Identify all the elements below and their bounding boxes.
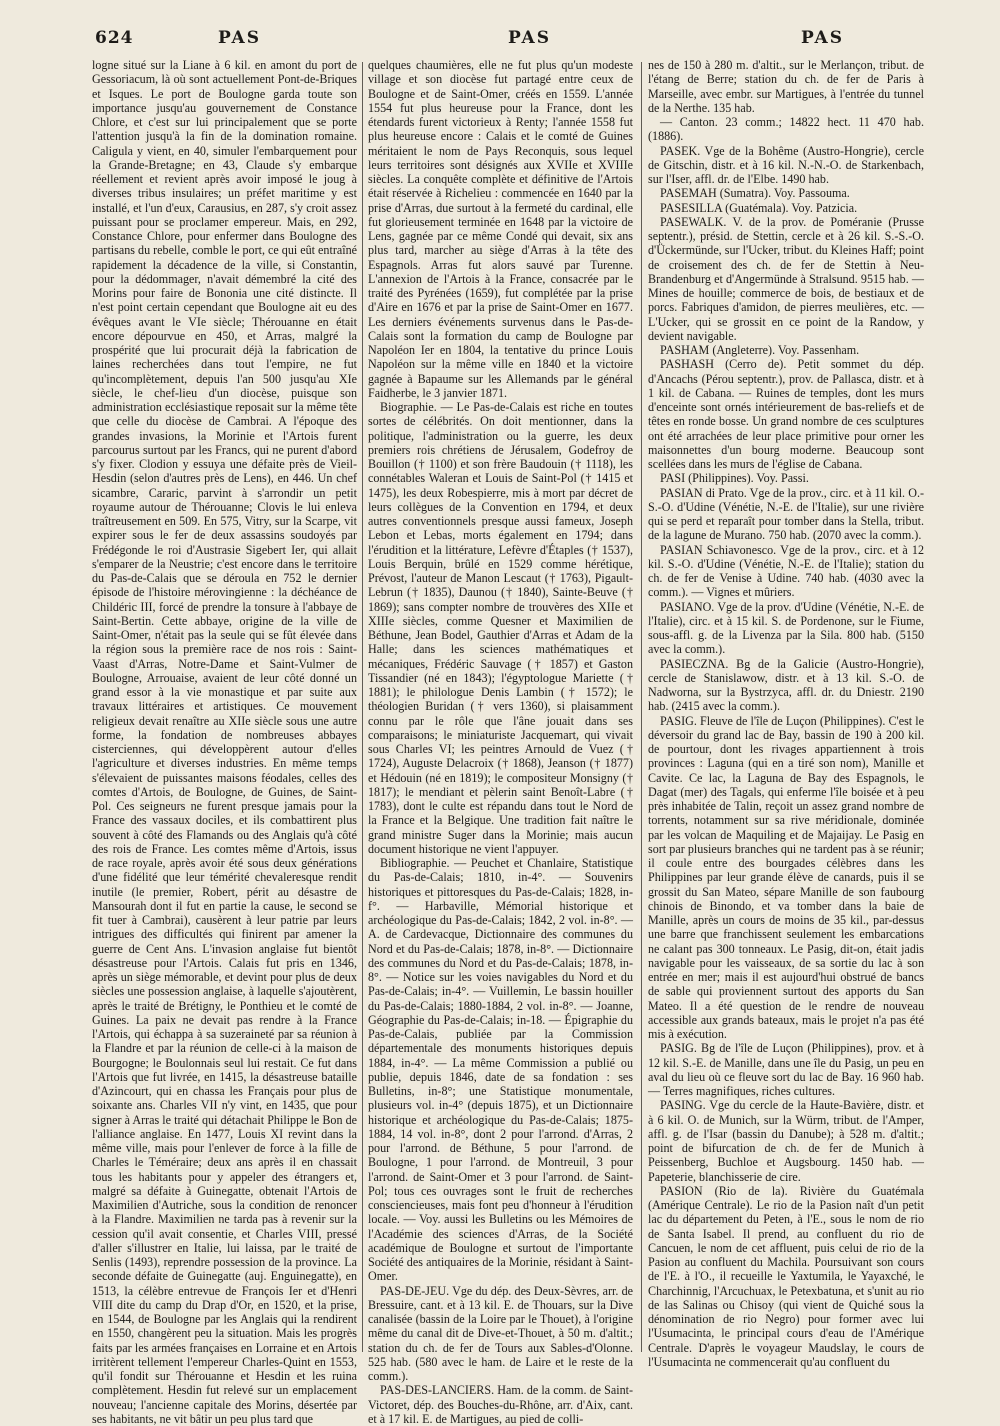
column-rule xyxy=(641,62,642,1352)
entry-pas-des-lanciers: PAS-DES-LANCIERS. Ham. de la comm. de Saint-Victoret, dép. des Bouches-du-Rhône, arr. d'Aix, cant. et à 17 kil. E. de Martigues, au pied de colli- xyxy=(368,1383,633,1426)
paragraph: quelques chaumières, elle ne fut plus qu'un modeste village et son diocèse fut partagé entre ceux de Boulogne et de Saint-Omer, créés en 1559. L'année 1554 fut plus heureuse pour la France, dont les étendards furent victorieux à Renty; l'année 1558 fut plus heureuse encore : Calais et le comté de Guines méritaient le nom de Pays Reconquis, sous lequel leurs territoires sont désignés aux XVIIe et XVIIIe siècles. La conquête complète et définitive de l'Artois était réservée à Richelieu : commencée en 1640 par la prise d'Arras, due surtout à la fermeté du cardinal, elle fut glorieusement terminée en 1648 par la victoire de Lens, gagnée par ce même Condé qui devait, six ans plus tard, marcher au siège d'Arras à la tête des Espagnols. Arras fut alors sauvé par Turenne. L'annexion de l'Artois à la France, consacrée par le traité des Pyrénées (1659), fut complétée par la prise d'Aire en 1676 et par la prise de Saint-Omer en 1677. Les derniers événements survenus dans le Pas-de-Calais sont la formation du camp de Boulogne par Napoléon Ier en 1804, la tentative du prince Louis Napoléon sur la même ville en 1840 et la victoire gagnée à Bapaume sur les Allemands par le général Faidherbe, le 3 janvier 1871. xyxy=(368,58,633,400)
entry-pasian-di-prato: PASIAN di Prato. Vge de la prov., circ. et à 11 kil. O.-S.-O. d'Udine (Vénétie, N.-E. de l'Italie), sur une rivière qui se perd et reparaît pour tomber dans la Stella, tribut. de la lagune de Murano. 750 hab. (2070 avec la comm.). xyxy=(648,485,924,543)
entry-pasig-bourg: PASIG. Bg de l'île de Luçon (Philippines), prov. et à 12 kil. S.-E. de Manille, dans une île du Pasig, un peu en aval du lieu où ce fleuve sort du lac de Bay. 16 960 hab. — Terres magnifiques, riches cultures. xyxy=(648,1041,924,1098)
entry-pashash: PASHASH (Cerro de). Petit sommet du dép. d'Ancachs (Pérou septentr.), prov. de Pallasca, distr. et à 1 kil. de Cabana. — Ruines de temples, dont les murs d'enceinte sont ornés intérieurement de bas-reliefs et de têtes en ronde bosse. Un grand nombre de ces sculptures ont été arrachées de leur place primitive pour orner les maisonnettes d'un bourg moderne. Beaucoup sont scellées dans les murs de l'église de Cabana. xyxy=(648,357,924,471)
text-column-3 xyxy=(648,58,924,1369)
text-column-1 xyxy=(92,58,357,1426)
text-column-2 xyxy=(368,58,633,1426)
entry-pasieczna: PASIECZNA. Bg de la Galicie (Austro-Hongrie), cercle de Stanislawow, distr. et à 13 kil. S.-O. de Nadworna, sur la Bystrzyca, affl. dr. du Dniestr. 2190 hab. (2415 avec la comm.). xyxy=(648,656,924,714)
entry-pasham: PASHAM (Angleterre). Voy. Passenham. xyxy=(660,343,860,357)
entry-pasig-fleuve: PASIG. Fleuve de l'île de Luçon (Philippines). C'est le déversoir du grand lac de Bay, bassin de 190 à 200 kil. de pourtour, dont les rivages appartiennent à trois provinces : Laguna (qui en a tiré son nom), Manille et Cavite. Ce lac, la Laguna de Bay des Espagnols, le Dagat (mer) des Tagals, qui enferme l'île boisée et à peu près inhabitée de Talin, reçoit un assez grand nombre de torrents, notamment sur sa rive méridionale, dominée par les volcan de Maquiling et de Majaijay. Le Pasig en sort par plusieurs branches qui ne tardent pas à se réunir; il coule entre des bourgades célèbres dans les Philippines par leur grande élève de canards, puis il se grossit du San Mateo, sépare Manille de son faubourg chinois de Binondo, et va tomber dans la baie de Manille, après un cours de moins de 35 kil., par-dessus une barre que franchissent seulement les embarcations ne calant pas 300 tonneaux. Le Pasig, dit-on, était jadis navigable pour les vaisseaux, de sa sortie du lac à son entrée en mer; mais il est aujourd'hui obstrué de bancs de sable qui proviennent surtout des apports du San Mateo. Il a été question de le rendre de nouveau accessible aux grands bateaux, mais le projet n'a pas été mis à exécution. xyxy=(648,713,924,1041)
running-head-center: PAS xyxy=(508,28,552,48)
entry-pasek: PASEK. Vge de la Bohême (Austro-Hongrie), cercle de Gitschin, distr. et à 16 kil. N.-N.-O. de Starkenbach, sur l'Iser, affl. dr. de l'Elbe. 1490 hab. xyxy=(648,143,924,186)
page-header xyxy=(95,26,928,56)
entry-pasiano: PASIANO. Vge de la prov. d'Udine (Vénétie, N.-E. de l'Italie), circ. et à 15 kil. S. de Pordenone, sur le Fiume, sous-affl. g. de la Livenza par la Sila. 800 hab. (5150 avec la comm.). xyxy=(648,599,924,657)
running-head-right: PAS xyxy=(801,28,845,48)
entry-pasi: PASI (Philippines). Voy. Passi. xyxy=(660,471,809,486)
entry-pasesilla: PASESILLA (Guatémala). Voy. Patzicia. xyxy=(660,200,858,215)
paragraph: — Canton. 23 comm.; 14822 hect. 11 470 hab. (1886). xyxy=(648,115,924,144)
page-number: 624 xyxy=(95,28,134,48)
entry-pasing: PASING. Vge du cercle de la Haute-Bavière, distr. et à 6 kil. O. de Munich, sur la Würm, tribut. de l'Amper, affl. g. de l'Isar (bassin du Danube); à 528 m. d'altit.; point de bifurcation de ch. de fer de Munich à Peissenberg, Buchloe et Augsbourg. 1450 hab. — Papeterie, blanchisserie de cire. xyxy=(648,1098,924,1184)
paragraph-bibliographie: Bibliographie. — Peuchet et Chanlaire, Statistique du Pas-de-Calais; 1810, in-4°. — Souvenirs historiques et pittoresques du Pas-de-Calais; 1828, in-f°. — Harbaville, Mémorial historique et archéologique du Pas-de-Calais; 1842, 2 vol. in-8°. — A. de Cardevacque, Dictionnaire des communes du Nord et du Pas-de-Calais; 1878, in-8°. — Dictionnaire des communes du Nord et du Pas-de-Calais; 1878, in-8°. — Notice sur les voies navigables du Nord et du Pas-de-Calais; in-4°. — Vuillemin, Le bassin houiller du Pas-de-Calais; 1880-1884, 2 vol. in-8°. — Joanne, Géographie du Pas-de-Calais; in-18. — Épigraphie du Pas-de-Calais, publiée par la Commission départementale des monuments historiques depuis 1884, in-4°. — La même Commission a publié ou publie, depuis 1846, date de sa fondation : ses Bulletins, in-8°; une Statistique monumentale, plusieurs vol. in-4° (depuis 1875), et un Dictionnaire historique et archéologique du Pas-de-Calais; 1875-1884, 14 vol. in-8°, dont 2 pour l'arrond. d'Arras, 2 pour l'arrond. de Béthune, 5 pour l'arrond. de Boulogne, 1 pour l'arrond. de Montreuil, 3 pour l'arrond. de Saint-Omer et 3 pour l'arrond. de Saint-Pol; tous ces ouvrages sont le fruit de recherches consciencieuses, mais font peu d'honneur à l'érudition locale. — Voy. aussi les Bulletins ou les Mémoires de l'Académie des sciences d'Arras, de la Société académique de Boulogne et surtout de l'importante Société des antiquaires de la Morinie, résidant à Saint-Omer. xyxy=(368,856,633,1284)
entry-pasemah: PASEMAH (Sumatra). Voy. Passoumа. xyxy=(660,186,850,201)
entry-pasewalk: PASEWALK. V. de la prov. de Poméranie (Prusse septentr.), présid. de Stettin, cercle et à 26 kil. S.-S.-O. d'Ückermünde, sur l'Ucker, tribut. du Kleines Haff; point de croisement des ch. de fer de Stettin à Neu-Brandenburg et d'Angermünde à Stralsund. 9515 hab. — Mines de houille; commerce de bois, de bestiaux et de porcs. Fabriques d'amidon, de pierres meulières, etc. — L'Ucker, qui se grossit en ce point de la Randow, y devient navigable. xyxy=(648,214,924,343)
entry-pasian-schiavonesco: PASIAN Schiavonesco. Vge de la prov., circ. et à 12 kil. S.-O. d'Udine (Vénétie, N.-E. de l'Italie); station du ch. de fer de Venise à Udine. 740 hab. (4030 avec la comm.). — Vignes et mûriers. xyxy=(648,542,924,600)
entry-pasion: PASION (Rio de la). Rivière du Guatémala (Amérique Centrale). Le rio de la Pasion naît d'un petit lac du département du Peten, à l'E., sous le nom de rio de Santa Isabel. Il prend, au confluent du rio de Cancuen, le nom de cet affluent, puis celui de rio de la Pasion au confluent du Machila. Poursuivant son cours de l'E. à l'O., il recueille le Yaxtumila, le Yayaxché, le Charchinnig, l'Arcuchuax, le Petexbatuna, et s'unit au rio de las Salinas ou Chisoy (qui vient de Quiché sous la dénomination de rio Negro) pour former avec lui l'Usumacinta, le principal cours d'eau de l'Amérique Centrale. D'après le voyageur Maudslay, le cours de l'Usumacinta ne commencerait qu'au confluent du xyxy=(648,1183,924,1369)
paragraph-biographie: Biographie. — Le Pas-de-Calais est riche en toutes sortes de célébrités. On doit mentionner, dans la politique, l'administration ou la guerre, les deux premiers rois chrétiens de Jérusalem, Godefroy de Bouillon († 1100) et son frère Baudouin († 1118), les connétables Waleran et Louis de Saint-Pol († 1415 et 1475), les deux Robespierre, mis à mort par décret de leurs collègues de la Convention en 1794, et deux autres conventionnels presque aussi fameux, Joseph Lebon et Lebas, morts également en 1794; dans l'érudition et la littérature, Lefèvre d'Étaples († 1537), Louis Berquin, brûlé en 1529 comme hérétique, Prévost, l'auteur de Manon Lescaut († 1763), Pigault-Lebrun († 1835), Daunou († 1840), Sainte-Beuve († 1869); sans compter nombre de trouvères des XIIe et XIIIe siècles, comme Quesner et Maximilien de Béthune, Jean Bodel, Gauthier d'Arras et Adam de la Halle; dans les sciences mathématiques et mécaniques, Frédéric Sauvage († 1857) et Gaston Tissandier (né en 1843); l'égyptologue Mariette († 1881); le philologue Denis Lambin († 1572); le théologien Buridan († vers 1360), si plaisamment connu par le rôle que l'âne jouait dans ses comparaisons; le miniaturiste Jacquemart, qui vivait sous Charles VI; les peintres Arnould de Vuez († 1724), Auguste Delacroix († 1868), Jeanson († 1877) et Hédouin (né en 1819); le compositeur Monsigny († 1817); le mendiant et pèlerin saint Benoît-Labre († 1783), dont le culte est répandu dans tout le Nord de la France et la Belgique. Une tradition fait naître le grand ministre Suger dans la Morinie; mais aucun document historique ne vient l'appuyer. xyxy=(368,400,633,856)
paragraph: logne situé sur la Liane à 6 kil. en amont du port de Gessoriacum, là où sont actuellement Pont-de-Briques et Isques. Le port de Boulogne garda toute son importance jusqu'au gouvernement de Constance Chlore, et c'est sur lui principalement que se porte l'attention jusqu'à la fin de la domination romaine. Caligula y vient, en 40, simuler l'embarquement pour la Grande-Bretagne; en 43, Claude s'y embarque réellement et revient après avoir imposé le joug à diverses tribus insulaires; un préfet maritime y est installé, et l'un d'eux, Carausius, en 287, s'y croit assez puissant pour se proclamer empereur. Mais, en 292, Constance Chlore, pour enfermer dans Boulogne des partisans du rebelle, comble le port, ce qui eût entraîné rapidement la décadence de la ville, si Constantin, pour la dédommager, n'avait démembré la cité des Morins pour faire de Bononia une cité distincte. Il n'est point certain cependant que Boulogne ait eu des évêques avant le VIe siècle; Thérouanne en était encore dépourvue en 450, et Arras, malgré la prospérité que lui procurait déjà la fabrication de laines recherchées dans tout l'empire, ne fut qu'incomplètement, depuis l'an 500 jusqu'au XIe siècle, le chef-lieu d'un diocèse, puisque son administration ecclésiastique reposait sur la même tête que celle du diocèse de Cambrai. A l'époque des grandes invasions, la Morinie et l'Artois furent parcourus surtout par les Francs, qui ne purent d'abord s'y fixer. Clodion y essuya une défaite près de Vieil-Hesdin (selon d'autres près de Lens), en 446. Un chef sicambre, Cararic, parvint à s'arrondir un petit royaume autour de Thérouanne; Clovis le lui enleva traîtreusement en 509. En 575, Vitry, sur la Scarpe, vit expirer sous le fer de deux assassins soudoyés par Frédégonde le roi d'Austrasie Sigebert Ier, qui allait s'emparer de la Neustrie; c'est encore dans le territoire du Pas-de-Calais que se déroula en 752 le dernier épisode de l'histoire mérovingienne : la déchéance de Childéric III, forcé de prendre la tonsure à l'abbaye de Saint-Bertin. Cette abbaye, origine de la ville de Saint-Omer, n'était pas la seule qui se fût élevée dans la région sous la première race de nos rois : Saint-Vaast d'Arras, Notre-Dame et Saint-Vulmer de Boulogne, Arrouaise, avaient de leur côté donné un grand essor à la vie monastique et par suite aux travaux littéraires et artistiques. Ce mouvement religieux devait renaître au XIIe siècle sous une autre forme, la fondation de nombreuses abbayes cisterciennes, qui développèrent autour d'elles l'agriculture et diverses industries. En même temps s'élevaient de puissantes maisons féodales, celles des comtes d'Artois, de Boulogne, de Guines, de Saint-Pol. Ces seigneurs ne furent presque jamais pour la France des vassaux dociles, et ils combattirent plus souvent à côté des Flamands ou des Anglais qu'à côté des rois de France. Les comtes même d'Artois, issus de race royale, après avoir été sous deux générations d'une fidélité que leur témérité chevaleresque rendit inutile (le premier, Robert, périt au désastre de Mansourah dont il fut en partie la cause, le second se fit tuer à Cambrai), causèrent à leur patrie par leurs intrigues des difficultés qui finirent par amener la guerre de Cent Ans. L'invasion anglaise fut bientôt désastreuse pour l'Artois. Calais fut pris en 1346, après un siège mémorable, et devint pour plus de deux siècles une possession anglaise, à laquelle s'ajoutèrent, après le traité de Brétigny, le Ponthieu et le comté de Guines. La paix ne devait pas rendre à la France l'Artois, qui échappa à sa suzeraineté par sa réunion à la Flandre et par la réunion de celle-ci à la maison de Bourgogne; le Boulonnais seul lui restait. Ce fut dans l'Artois que fut livrée, en 1415, la désastreuse bataille d'Azincourt, qui en chassa les Français pour plus de soixante ans. Charles VII n'y vint, en 1435, que pour signer à Arras le traité qui détachait Philippe le Bon de l'alliance anglaise. En 1477, Louis XI revint dans la même ville, mais pour l'enlever de force à la fille de Charles le Téméraire; deux ans après il en chassait tous les habitants pour y appeler des étrangers et, malgré sa défaite à Guinegatte, obtenait l'Artois de Maximilien d'Autriche, sous la condition de renoncer à la Flandre. Maximilien ne tarda pas à revenir sur la cession qu'il avait consentie, et Charles VIII, pressé d'aller s'illustrer en Italie, lui laissa, par le traité de Senlis (1493), reprendre possession de la province. La seconde défaite de Guinegatte (auj. Enguinegatte), en 1513, la célèbre entrevue de François Ier et d'Henri VIII dite du camp du Drap d'Or, en 1520, et la prise, en 1544, de Boulogne par les Anglais qui la rendirent en 1550, changèrent peu la situation. Mais les progrès faits par les armées françaises en Lorraine et en Artois irritèrent tellement l'empereur Charles-Quint en 1553, qu'il fondit sur Thérouanne et Hesdin et les ruina complètement. Hesdin fut relevé sur un emplacement nouveau; l'ancienne capitale des Morins, désertée par ses habitants, ne vit bâtir un peu plus tard que xyxy=(92,58,357,1426)
entry-pas-de-jeu: PAS-DE-JEU. Vge du dép. des Deux-Sèvres, arr. de Bressuire, cant. et à 13 kil. E. de Thouars, sur la Dive canalisée (bassin de la Loire par le Thouet), à l'origine même du canal dit de Dive-et-Thouet, à 50 m. d'altit.; station du ch. de fer de Tours aux Sables-d'Olonne. 525 hab. (580 avec le ham. de Laire et le reste de la comm.). xyxy=(368,1283,633,1383)
column-rule xyxy=(362,62,363,1352)
running-head-left: PAS xyxy=(218,28,262,48)
paragraph: nes de 150 à 280 m. d'altit., sur le Merlançon, tribut. de l'étang de Berre; station du ch. de fer de Paris à Marseille, avec embr. sur Martigues, à l'entrée du tunnel de la Nerthe. 135 hab. xyxy=(648,58,924,115)
